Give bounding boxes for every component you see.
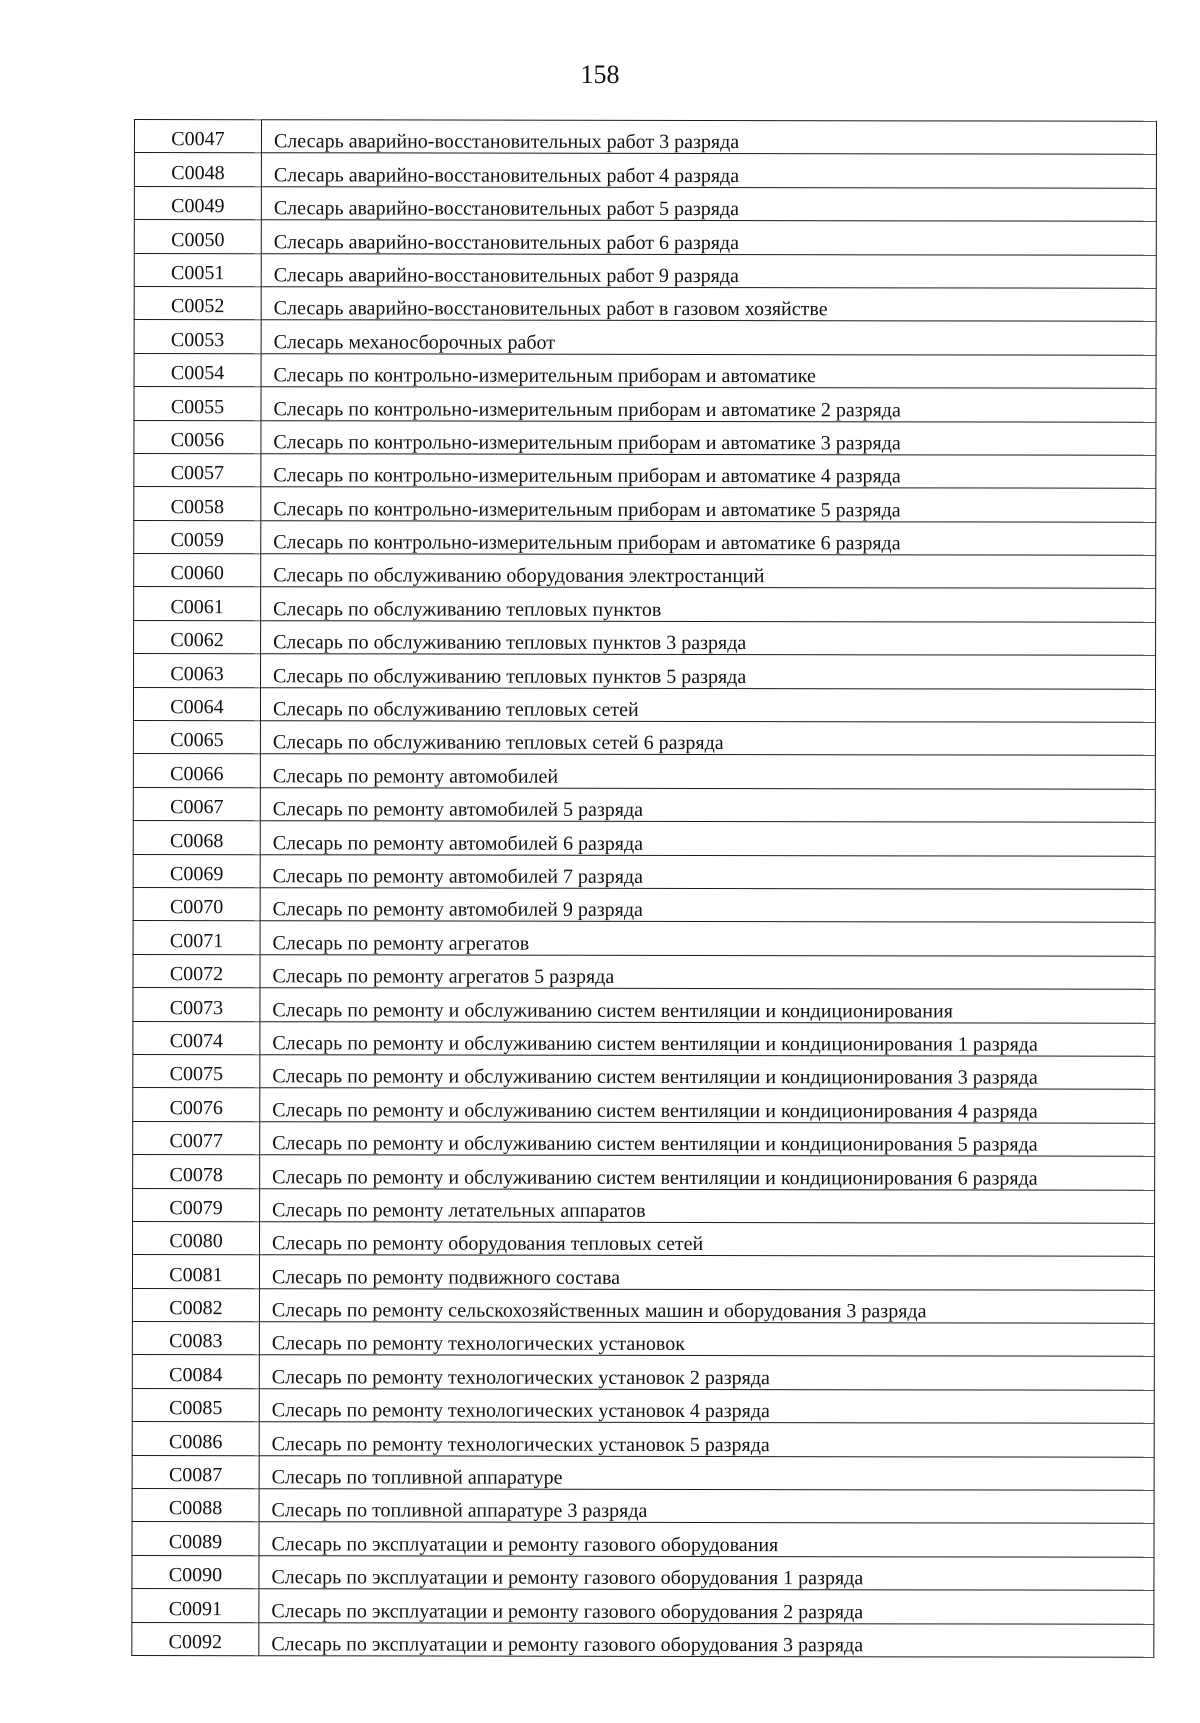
occupation-title: Слесарь по ремонту технологических установок 4 разряда — [259, 1389, 1154, 1424]
table-row — [132, 1489, 1154, 1524]
occupation-codes-table — [131, 119, 1157, 1658]
table-row — [134, 520, 1156, 555]
occupation-code: C0080 — [133, 1221, 260, 1255]
occupation-title: Слесарь по эксплуатации и ремонту газового оборудования 2 разряда — [259, 1589, 1154, 1624]
table-row — [134, 153, 1156, 188]
occupation-title: Слесарь по ремонту и обслуживанию систем вентиляции и кондиционирования 4 разряда — [260, 1088, 1155, 1123]
occupation-code: C0090 — [132, 1555, 259, 1589]
occupation-code: C0057 — [134, 453, 261, 487]
occupation-title: Слесарь по эксплуатации и ремонту газового оборудования 3 разряда — [259, 1622, 1154, 1657]
occupation-title: Слесарь механосборочных работ — [261, 320, 1156, 355]
occupation-title: Слесарь по топливной аппаратуре 3 разряда — [259, 1489, 1154, 1524]
occupation-code: C0078 — [133, 1155, 260, 1189]
table-row — [132, 1522, 1154, 1557]
table-row — [134, 387, 1156, 422]
occupation-code: C0084 — [132, 1355, 259, 1389]
table-row — [132, 1388, 1154, 1423]
occupation-code: C0086 — [132, 1422, 259, 1456]
table-row — [133, 988, 1155, 1023]
table-row — [133, 687, 1155, 722]
occupation-title: Слесарь по ремонту автомобилей 5 разряда — [260, 788, 1155, 823]
occupation-code: C0072 — [133, 954, 260, 988]
occupation-title: Слесарь по ремонту технологических установок 2 разряда — [259, 1355, 1154, 1390]
occupation-title: Слесарь по обслуживанию тепловых пунктов 5 разряда — [261, 654, 1156, 689]
occupation-code: C0066 — [133, 754, 260, 788]
occupation-code: C0048 — [134, 153, 261, 187]
occupation-title: Слесарь аварийно-восстановительных работ 9 разряда — [261, 253, 1156, 288]
occupation-title: Слесарь по контрольно-измерительным приборам и автоматике 6 разряда — [261, 520, 1156, 555]
table-row — [132, 1555, 1154, 1590]
table-row — [133, 1054, 1155, 1089]
occupation-code: C0051 — [134, 253, 261, 287]
table-row — [133, 787, 1155, 822]
occupation-title: Слесарь по обслуживанию тепловых сетей 6 разряда — [260, 721, 1155, 756]
table-row — [134, 253, 1156, 288]
occupation-title: Слесарь по ремонту автомобилей 7 разряда — [260, 854, 1155, 889]
occupation-code: C0087 — [132, 1455, 259, 1489]
occupation-title: Слесарь по эксплуатации и ремонту газового оборудования 1 разряда — [259, 1556, 1154, 1591]
table-row — [133, 1188, 1155, 1223]
table-row — [132, 1422, 1154, 1457]
occupation-code: C0071 — [133, 921, 260, 955]
occupation-code: C0062 — [134, 620, 261, 654]
occupation-code: C0060 — [134, 554, 261, 588]
occupation-title: Слесарь по ремонту технологических установок 5 разряда — [259, 1422, 1154, 1457]
occupation-code: C0063 — [134, 654, 261, 688]
occupation-code: C0085 — [132, 1388, 259, 1422]
table-row — [134, 487, 1156, 522]
table-row — [133, 921, 1155, 956]
occupation-code: C0054 — [134, 353, 261, 387]
occupation-code: C0091 — [132, 1589, 259, 1623]
table-row — [133, 887, 1155, 922]
occupation-code: C0059 — [134, 520, 261, 554]
occupation-title: Слесарь по ремонту сельскохозяйственных машин и оборудования 3 разряда — [259, 1288, 1154, 1323]
table-row — [133, 821, 1155, 856]
table-row — [134, 120, 1156, 155]
table-row — [132, 1455, 1154, 1490]
occupation-title: Слесарь по топливной аппаратуре — [259, 1455, 1154, 1490]
occupation-title: Слесарь аварийно-восстановительных работ 4 разряда — [261, 153, 1156, 188]
occupation-title: Слесарь по ремонту и обслуживанию систем вентиляции и кондиционирования 3 разряда — [260, 1055, 1155, 1090]
occupation-code: C0064 — [133, 687, 260, 721]
occupation-title: Слесарь по обслуживанию тепловых пунктов — [261, 587, 1156, 622]
occupation-code: C0050 — [134, 220, 261, 254]
occupation-code: C0047 — [134, 120, 261, 154]
table-row — [134, 420, 1156, 455]
occupation-title: Слесарь по контрольно-измерительным приборам и автоматике 5 разряда — [261, 487, 1156, 522]
table-row — [133, 1021, 1155, 1056]
occupation-title: Слесарь по ремонту и обслуживанию систем вентиляции и кондиционирования — [260, 988, 1155, 1023]
table-row — [134, 320, 1156, 355]
occupation-title: Слесарь по ремонту оборудования тепловых сетей — [260, 1222, 1155, 1257]
table-row — [133, 1121, 1155, 1156]
table-row — [134, 353, 1156, 388]
table-row — [134, 453, 1156, 488]
occupation-title: Слесарь по контрольно-измерительным приборам и автоматике 2 разряда — [261, 387, 1156, 422]
occupation-title: Слесарь по ремонту автомобилей 6 разряда — [260, 821, 1155, 856]
occupation-table-wrapper — [131, 119, 1142, 1658]
occupation-code: C0081 — [132, 1255, 259, 1289]
table-body — [132, 120, 1157, 1658]
occupation-title: Слесарь по ремонту летательных аппаратов — [260, 1188, 1155, 1223]
occupation-title: Слесарь аварийно-восстановительных работ 5 разряда — [261, 187, 1156, 222]
table-row — [132, 1622, 1154, 1657]
table-row — [133, 954, 1155, 989]
occupation-title: Слесарь по обслуживанию тепловых сетей — [260, 687, 1155, 722]
occupation-title: Слесарь по ремонту и обслуживанию систем вентиляции и кондиционирования 6 разряда — [260, 1155, 1155, 1190]
table-row — [134, 554, 1156, 589]
occupation-code: C0076 — [133, 1088, 260, 1122]
table-row — [134, 220, 1156, 255]
occupation-code: C0082 — [132, 1288, 259, 1322]
table-row — [133, 1088, 1155, 1123]
occupation-code: C0056 — [134, 420, 261, 454]
table-row — [133, 1221, 1155, 1256]
page-number: 158 — [580, 60, 620, 89]
table-row — [133, 754, 1155, 789]
occupation-title: Слесарь по ремонту агрегатов 5 разряда — [260, 954, 1155, 989]
occupation-title: Слесарь по контрольно-измерительным приборам и автоматике 3 разряда — [261, 420, 1156, 455]
occupation-title: Слесарь аварийно-восстановительных работ 6 разряда — [261, 220, 1156, 255]
occupation-code: C0049 — [134, 186, 261, 220]
occupation-title: Слесарь по ремонту агрегатов — [260, 921, 1155, 956]
occupation-code: C0088 — [132, 1489, 259, 1523]
table-row — [132, 1255, 1154, 1290]
table-row — [134, 587, 1156, 622]
occupation-title: Слесарь по ремонту подвижного состава — [259, 1255, 1154, 1290]
table-row — [134, 654, 1156, 689]
occupation-code: C0092 — [132, 1622, 259, 1656]
occupation-code: C0065 — [133, 721, 260, 755]
occupation-code: C0089 — [132, 1522, 259, 1556]
occupation-title: Слесарь по контрольно-измерительным приборам и автоматике 4 разряда — [261, 454, 1156, 489]
table-row — [133, 721, 1155, 756]
occupation-code: C0073 — [133, 988, 260, 1022]
occupation-code: C0053 — [134, 320, 261, 354]
table-row — [133, 854, 1155, 889]
occupation-title: Слесарь по ремонту автомобилей — [260, 754, 1155, 789]
occupation-code: C0070 — [133, 887, 260, 921]
occupation-title: Слесарь по обслуживанию тепловых пунктов 3 разряда — [261, 621, 1156, 656]
occupation-title: Слесарь по ремонту автомобилей 9 разряда — [260, 888, 1155, 923]
table-row — [134, 186, 1156, 221]
occupation-code: C0055 — [134, 387, 261, 421]
occupation-code: C0074 — [133, 1021, 260, 1055]
table-row — [132, 1322, 1154, 1357]
occupation-code: C0077 — [133, 1121, 260, 1155]
occupation-title: Слесарь по эксплуатации и ремонту газового оборудования — [259, 1522, 1154, 1557]
occupation-code: C0083 — [132, 1322, 259, 1356]
occupation-code: C0058 — [134, 487, 261, 521]
occupation-title: Слесарь по ремонту и обслуживанию систем вентиляции и кондиционирования 5 разряда — [260, 1121, 1155, 1156]
table-row — [132, 1355, 1154, 1390]
occupation-title: Слесарь по обслуживанию оборудования электростанций — [261, 554, 1156, 589]
table-row — [134, 620, 1156, 655]
occupation-title: Слесарь аварийно-восстановительных работ в газовом хозяйстве — [261, 287, 1156, 322]
occupation-title: Слесарь по контрольно-измерительным приборам и автоматике — [261, 353, 1156, 388]
occupation-code: C0052 — [134, 286, 261, 320]
table-row — [134, 286, 1156, 321]
occupation-title: Слесарь по ремонту и обслуживанию систем вентиляции и кондиционирования 1 разряда — [260, 1021, 1155, 1056]
occupation-code: C0067 — [133, 787, 260, 821]
occupation-code: C0069 — [133, 854, 260, 888]
occupation-code: C0075 — [133, 1054, 260, 1088]
occupation-code: C0079 — [133, 1188, 260, 1222]
occupation-code: C0061 — [134, 587, 261, 621]
table-row — [133, 1155, 1155, 1190]
table-row — [132, 1288, 1154, 1323]
occupation-title: Слесарь по ремонту технологических установок — [259, 1322, 1154, 1357]
table-row — [132, 1589, 1154, 1624]
occupation-code: C0068 — [133, 821, 260, 855]
occupation-title: Слесарь аварийно-восстановительных работ 3 разряда — [261, 120, 1156, 155]
